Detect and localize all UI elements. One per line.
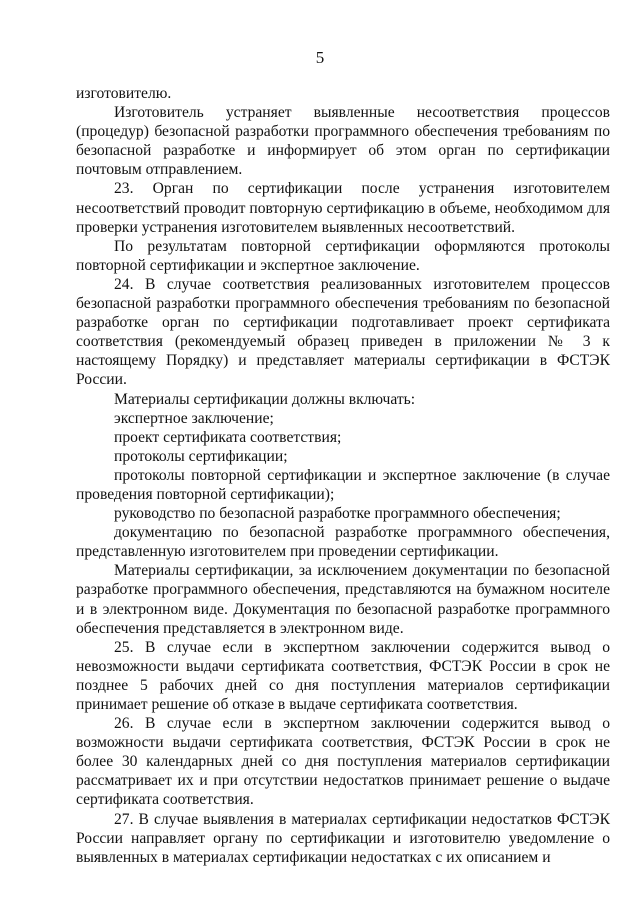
paragraph: Изготовитель устраняет выявленные несоответствия процессов (процедур) безопасной разработки программного обеспечения требованиям по безопасной разработке и информирует об этом орган по сертификации почтовым отправлением. (76, 104, 610, 179)
paragraph: 25. В случае если в экспертном заключении содержится вывод о невозможности выдачи сертификата соответствия, ФСТЭК России в срок не позднее 5 рабочих дней со дня поступления материалов сертификации принимает решение об отказе в выдаче сертификата соответствия. (76, 638, 610, 713)
paragraph: документацию по безопасной разработке программного обеспечения, представленную изготовителем при проведении сертификации. (76, 524, 610, 561)
list-item: проект сертификата соответствия; (114, 428, 342, 446)
paragraph: 23. Орган по сертификации после устранения изготовителем несоответствий проводит повторную сертификацию в объеме, необходимом для проверки устранения изготовителем выявленных несоответствий. (76, 180, 610, 236)
paragraph: протоколы повторной сертификации и экспертное заключение (в случае проведения повторной сертификации); (76, 466, 610, 503)
paragraph: 27. В случае выявления в материалах сертификации недостатков ФСТЭК России направляет органу по сертификации и изготовителю уведомление о выявленных в материалах сертификации недостатках с их описанием и (76, 810, 610, 866)
paragraph: 26. В случае если в экспертном заключении содержится вывод о возможности выдачи сертификата соответствия, ФСТЭК России в срок не более 30 календарных дней со дня поступления материалов сертификации рассматривает их и при отсутствии недостатков принимает решение о выдаче сертификата соответствия. (76, 715, 610, 809)
document-body (76, 84, 610, 867)
paragraph: По результатам повторной сертификации оформляются протоколы повторной сертификации и экспертное заключение. (76, 237, 610, 274)
list-item: протоколы сертификации; (114, 447, 288, 465)
paragraph: Материалы сертификации должны включать: (114, 390, 416, 408)
list-item: руководство по безопасной разработке программного обеспечения; (114, 505, 561, 523)
paragraph: изготовителю. (76, 85, 172, 102)
list-item: экспертное заключение; (114, 409, 274, 427)
paragraph: Материалы сертификации, за исключением документации по безопасной разработке программного обеспечения, представляются на бумажном носителе и в электронном виде. Документация по безопасной разработке программного обеспечения представляется в электронном виде. (76, 562, 610, 637)
paragraph: 24. В случае соответствия реализованных изготовителем процессов безопасной разработки программного обеспечения требованиям по безопасной разработке орган по сертификации подготавливает проект сертификата соответствия (рекомендуемый образец приведен в приложении № 3 к настоящему Порядку) и представляет материалы сертификации в ФСТЭК России. (76, 275, 610, 389)
page-number: 5 (315, 48, 325, 67)
